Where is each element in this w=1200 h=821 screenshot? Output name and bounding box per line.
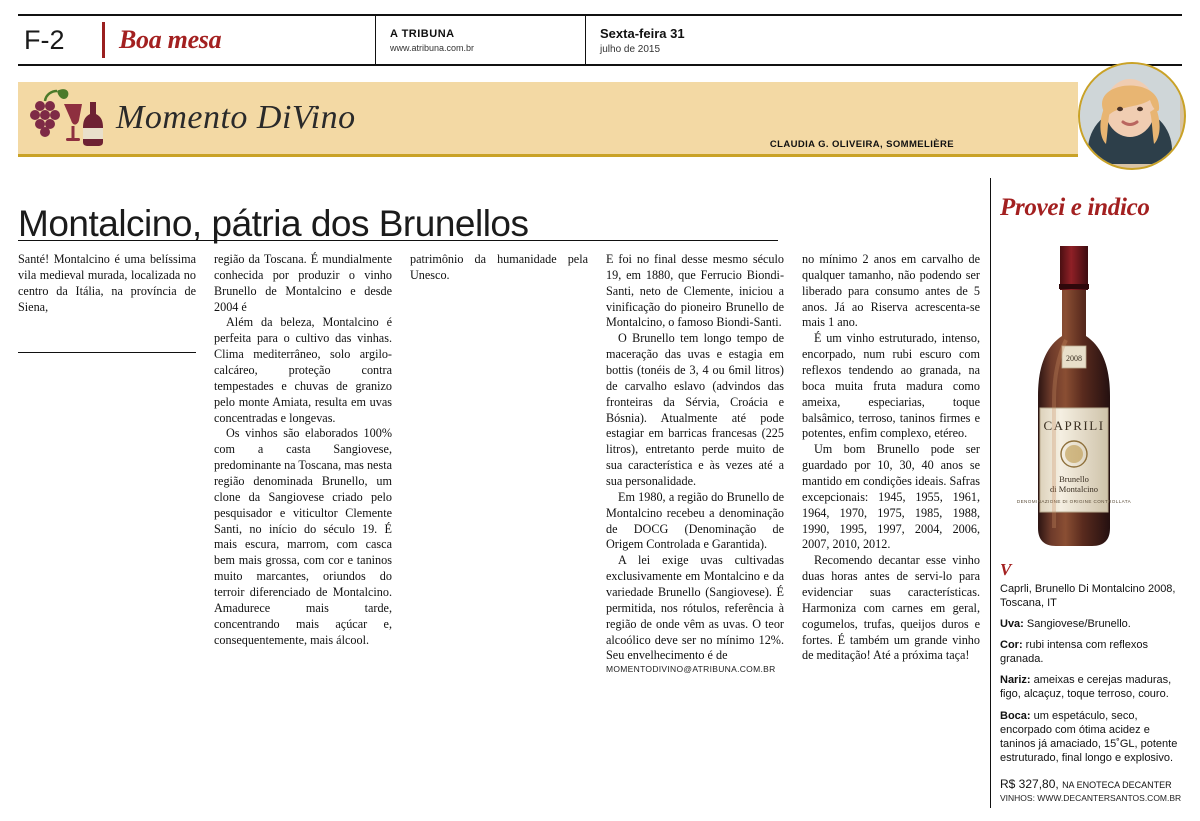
spec-label: Cor: (1000, 639, 1023, 652)
grapes-and-glass-icon (24, 84, 110, 152)
article-headline: Montalcino, pátria dos Brunellos (18, 202, 529, 244)
column-logo-title: Momento DiVino (116, 99, 356, 136)
paragraph: Um bom Brunello pode ser guardado por 10, 30, 40 anos se mantido em condições ideais. Safras excepcionais: 1945, 1955, 1961, 1964, 1970, 1975, 1985, 1988, 1990, 1995, 1997, 2004, 2006, 2007, 2010, 2012. (802, 442, 980, 552)
wine-spec-boca (1000, 709, 1186, 765)
paragraph: O Brunello tem longo tempo de maceração das uvas e estagia em bottis (tonéis de 3, 4 ou 6mil litros) de carvalho eslavo (advindos das fronteiras da Sérvia, Croácia e Bósnia). Atualmente até pode estagiar em barricas francesas (225 litros), entretanto perde muito de sua característica e às vezes até a sua personalidade. (606, 331, 784, 489)
section-title: Boa mesa (119, 25, 222, 54)
recommendation-rail (1000, 178, 1186, 803)
wine-price (1000, 777, 1186, 803)
paragraph: É um vinho estruturado, intenso, encorpado, num rubi escuro com reflexos tendendo ao granada, na boca muita fruta madura como ameixa, especiarias, toque balsâmico, terroso, taninos firmes e potentes, enfim complexo, etéreo. (802, 331, 980, 441)
paragraph: Os vinhos são elaborados 100% com a casta Sangiovese, predominante na Toscana, mas nesta região denominada Brunello, um clone da Sangiovese criado pelo pesquisador e viticultor Clemente Santi, no início do século 19. É mais escura, marrom, com casca bem mais grossa, com cor e taninos muito marcantes, oriundos do terroir diferenciado de Montalcino. Amadurece mais tarde, concentrando mais açúcar e, consequentemente, mais álcool. (214, 426, 392, 647)
issue-date-sub: julho de 2015 (600, 43, 661, 55)
spec-text: rubi intensa com reflexos granada. (1000, 639, 1148, 666)
headline-rule (18, 240, 778, 241)
paragraph: Recomendo decantar esse vinho duas horas antes de servi-lo para evidenciar suas características. Harmoniza com carnes em geral, cogumelos, trufas, queijos duros e fortes. É também um grande vinho de meditação! Até a próxima taça! (802, 553, 980, 663)
paragraph: Santé! Montalcino é uma belíssima vila medieval murada, localizada no centro da Itália, na província de Siena, (18, 252, 196, 314)
paragraph: Além da beleza, Montalcino é perfeita para o cultivo das vinhas. Clima mediterrâneo, solo argilo-calcáreo, proteção contra tempestades e chuvas de granizo pelo monte Amiata, resulta em uvas concentradas e longevas. (214, 315, 392, 425)
svg-text:CAPRILI: CAPRILI (1043, 418, 1105, 433)
newspaper-name: A TRIBUNA (390, 27, 455, 40)
wine-spec-uva (1000, 617, 1186, 631)
column-logo-band (18, 82, 1078, 157)
column-1-rule (18, 352, 196, 353)
author-avatar (1078, 62, 1186, 170)
issue-date-main: Sexta-feira 31 (600, 25, 685, 41)
svg-text:Brunello: Brunello (1059, 474, 1089, 484)
article-column-5 (802, 252, 980, 675)
wine-spec-nariz (1000, 673, 1186, 701)
issue-date (585, 16, 1182, 64)
spec-label: Boca: (1000, 709, 1031, 722)
paragraph: Em 1980, a região do Brunello de Montalcino recebeu a denominação de DOCG (Denominação de Origem Controlada e Garantida). (606, 489, 784, 552)
spec-text: Sangiovese/Brunello. (1023, 618, 1131, 631)
price-source: VINHOS: WWW.DECANTERSANTOS.COM.BR (1000, 792, 1182, 803)
article-column-1 (18, 252, 196, 675)
newspaper-brand (375, 16, 585, 64)
masthead (18, 14, 1182, 66)
newspaper-website: www.atribuna.com.br (390, 42, 475, 53)
spec-label: Nariz: (1000, 674, 1031, 687)
paragraph: E foi no final desse mesmo século 19, em 1880, que Ferrucio Biondi-Santi, neto de Clemente, iniciou a vinificação do pioneiro Brunello de Montalcino, o famoso Biondi-Santi. (606, 252, 784, 330)
author-byline: CLAUDIA G. OLIVEIRA, SOMMELIÈRE (769, 139, 954, 150)
article-column-2 (214, 252, 392, 675)
article-column-3 (410, 252, 588, 675)
spec-label: Uva: (1000, 618, 1024, 631)
spec-text: um espetáculo, seco, encorpado com ótima acidez e taninos já amaciado, 15˚GL, potente estruturado, final longo e explosivo. (1000, 709, 1178, 764)
price-value: R$ 327,80, (1000, 776, 1059, 791)
svg-text:DENOMINAZIONE DI ORIGINE CONTR: DENOMINAZIONE DI ORIGINE CONTROLLATA (1016, 499, 1132, 504)
svg-text:di Montalcino: di Montalcino (1050, 484, 1098, 494)
svg-text:2008: 2008 (1066, 354, 1082, 363)
rail-title: Provei e indico (1000, 194, 1150, 221)
paragraph: patrimônio da humanidade pela Unesco. (410, 252, 588, 282)
article-column-4 (606, 252, 784, 675)
wine-bottle-image (1000, 228, 1186, 558)
page-folio: F-2 (24, 24, 65, 55)
article-body (18, 252, 984, 675)
wine-caption: Caprli, Brunello Di Montalcino 2008, Toscana, IT (1000, 583, 1176, 610)
price-retailer: NA ENOTECA DECANTER (1062, 779, 1172, 790)
column-email[interactable]: MOMENTODIVINO@ATRIBUNA.COM.BR (606, 664, 776, 675)
wine-spec-cor (1000, 638, 1186, 666)
paragraph: A lei exige uvas cultivadas exclusivamente em Montalcino e da variedade Brunello (Sangiovese). É permitida, nos rótulos, referência à região de onde vêm as uvas. O teor alcoólico deve ser no mínimo 12%. Seu envelhecimento é de (606, 553, 784, 663)
paragraph: região da Toscana. É mundialmente conhecida por produzir o vinho Brunello de Montalcino e desde 2004 é (214, 252, 392, 314)
rail-vee-mark: V (1000, 560, 1012, 579)
paragraph: no mínimo 2 anos em carvalho de qualquer tamanho, não podendo ser liberado para consumo antes de 5 anos. Já ao Riserva acrescenta-se mais 1 ano. (802, 252, 980, 330)
rail-divider (990, 178, 991, 808)
spec-text: ameixas e cerejas maduras, figo, alcaçuz, toque terroso, couro. (1000, 674, 1172, 701)
